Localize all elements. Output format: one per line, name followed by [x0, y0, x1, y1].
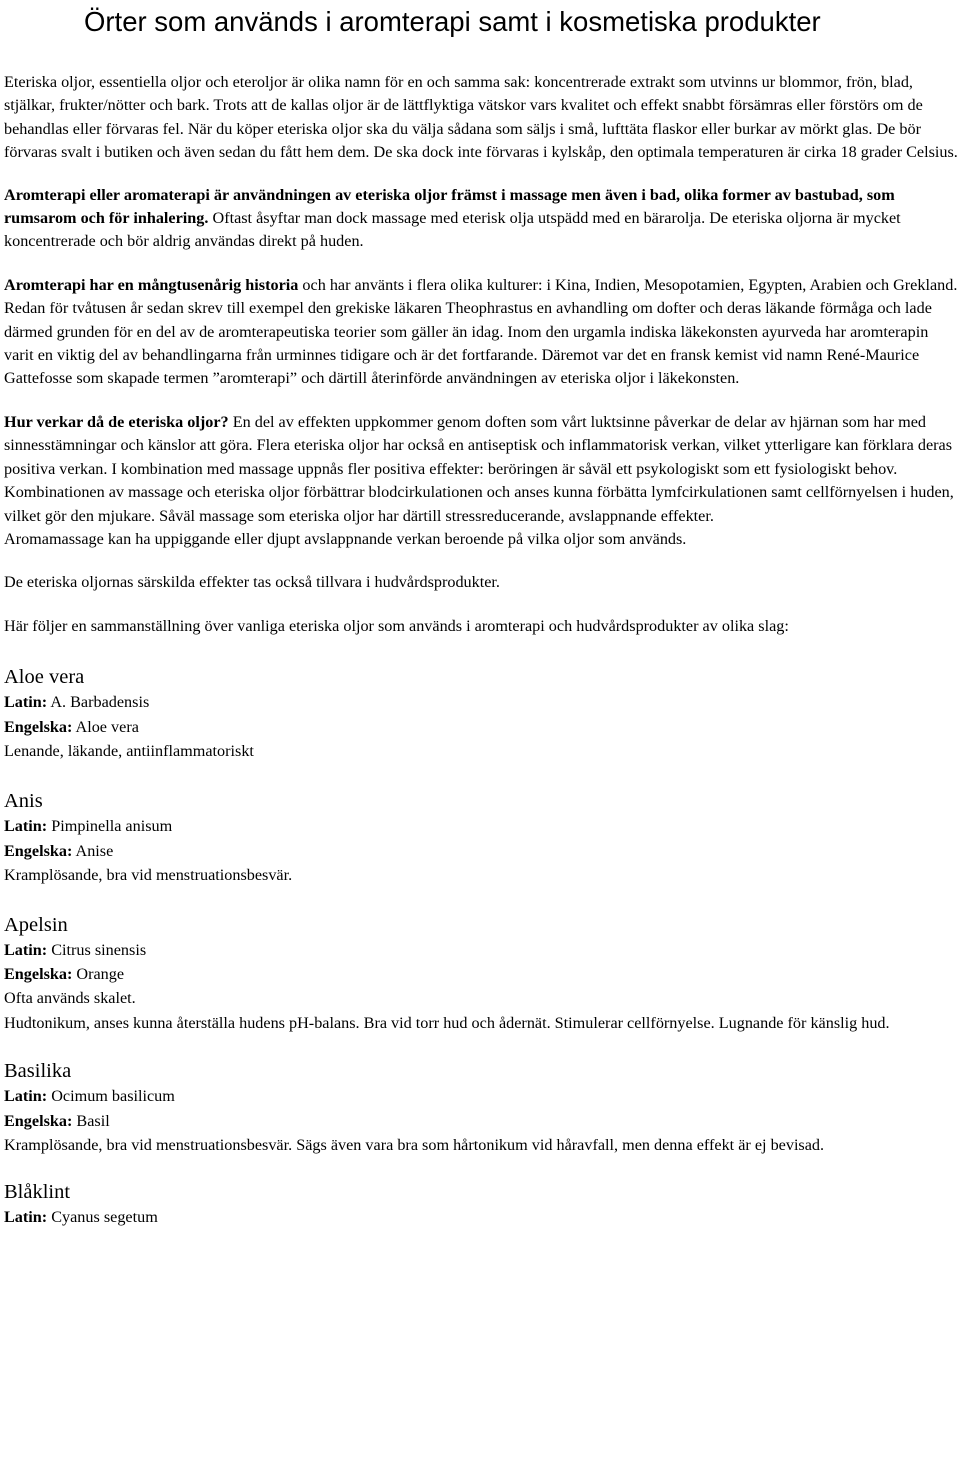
- latin-label: Latin:: [4, 1208, 48, 1227]
- herb-entry-apelsin: [4, 912, 960, 1036]
- herb-english-line: [4, 715, 960, 739]
- herb-note: Ofta används skalet.: [4, 989, 136, 1008]
- herb-english-line: [4, 1109, 960, 1133]
- herb-note: Kramplösande, bra vid menstruationsbesvär. Sägs även vara bra som hårtonikum vid håravfall, men denna effekt är ej bevisad.: [4, 1136, 825, 1154]
- page-title: Örter som används i aromterapi samt i kosmetiska produkter: [84, 6, 821, 37]
- herb-english-line: [4, 962, 960, 986]
- latin-label: Latin:: [4, 1087, 48, 1106]
- herb-english-value: Anise: [72, 841, 114, 860]
- herb-name: Apelsin: [4, 913, 68, 936]
- english-label: Engelska:: [4, 964, 73, 983]
- paragraph-body: och har använts i flera olika kulturer: i Kina, Indien, Mesopotamien, Egypten, Arabien och Grekland. Redan för tvåtusen år sedan skrev till exempel den grekiske läkaren Theophrastus en avhandling om dofter och deras läkande förmåga och lade därmed grunden för en del av de aromterapeutiska teorier som gäller än idag. Inom den urgamla indiska läkekonsten ayurveda har aromterapin varit en viktig del av behandlingarna från urminnes tidigare och är det fortfarande. Däremot var det en fransk kemist vid namn René-Maurice Gattefosse som skapade termen ”aromterapi” och därtill återinförde användningen av eteriska oljor i läkekonsten.: [4, 275, 958, 388]
- aromatherapy-definition-paragraph: [4, 184, 960, 254]
- herb-latin-line: [4, 690, 960, 714]
- latin-label: Latin:: [4, 693, 48, 712]
- skincare-paragraph: De eteriska oljornas särskilda effekter tas också tillvara i hudvårdsprodukter.: [4, 573, 500, 592]
- document-page: [4, 0, 960, 1230]
- herb-latin-value: Citrus sinensis: [47, 940, 147, 959]
- paragraph-lead: Aromterapi har en mångtusenårig historia: [4, 275, 299, 294]
- paragraph-body: Oftast åsyftar man dock massage med eterisk olja utspädd med en bärarolja. De eteriska oljorna är mycket koncentrerade och bör aldrig användas direkt på huden.: [4, 209, 901, 251]
- history-paragraph: [4, 274, 960, 391]
- paragraph-body: En del av effekten uppkommer genom doften som vårt luktsinne påverkar de delar av hjärnan som har med sinnesstämningar och känslor att göra. Flera eteriska oljor har också en antiseptisk och inflammatorisk verkan, vilket ytterligare kan förklara deras positiva verkan. I kombination med massage uppnås fler positiva effekter: beröringen är såväl ett psykologiskt som ett fysiologiskt behov. Kombinationen av massage och eteriska oljor förbättrar blodcirkulationen och anses kunna förbätta lymfcirkulationen samt cellförnyelsen i huden, vilket gör den mjukare. Såväl massage som eteriska oljor har därtill stressreducerande, avslappnande effekter.: [4, 412, 954, 525]
- herb-latin-line: [4, 1205, 960, 1229]
- herb-latin-line: [4, 938, 960, 962]
- herb-english-value: Orange: [72, 964, 125, 983]
- herb-latin-value: A. Barbadensis: [47, 693, 150, 712]
- herb-english-value: Aloe vera: [72, 717, 139, 736]
- herb-entry-basilika: [4, 1058, 960, 1157]
- herb-entry-blaklint: [4, 1179, 960, 1229]
- herb-name: Aloe vera: [4, 666, 85, 689]
- herb-name: Anis: [4, 790, 43, 813]
- list-intro-paragraph: Här följer en sammanställning över vanliga eteriska oljor som används i aromterapi och hudvårdsprodukter av olika slag:: [4, 616, 789, 635]
- herb-note: Lenande, läkande, antiinflammatoriskt: [4, 741, 254, 760]
- paragraph-lead: Hur verkar då de eteriska oljor?: [4, 412, 229, 431]
- herb-english-value: Basil: [72, 1111, 110, 1130]
- herb-name: Blåklint: [4, 1181, 71, 1204]
- english-label: Engelska:: [4, 841, 73, 860]
- paragraph-lead: Aromterapi eller aromaterapi är användningen av eteriska oljor främst i massage men även i bad, olika former av bastubad, som rumsarom och för inhalering.: [4, 185, 895, 228]
- herb-name: Basilika: [4, 1060, 72, 1083]
- herb-note: Kramplösande, bra vid menstruationsbesvär.: [4, 866, 293, 885]
- latin-label: Latin:: [4, 940, 48, 959]
- aromamassage-paragraph: Aromamassage kan ha uppiggande eller djupt avslappnande verkan beroende på vilka oljor som används.: [4, 529, 687, 548]
- herb-latin-value: Pimpinella anisum: [47, 817, 173, 836]
- herb-latin-value: Ocimum basilicum: [47, 1087, 175, 1106]
- english-label: Engelska:: [4, 1111, 73, 1130]
- intro-paragraph: Eteriska oljor, essentiella oljor och eteroljor är olika namn för en och samma sak: koncentrerade extrakt som utvinns ur blommor, frön, blad, stjälkar, frukter/nötter och bark. Trots att de kallas oljor är de lättflyktiga vätskor vars kvalitet och effekt snabbt försämras eller förstörs om de behandlas eller förvaras fel. När du köper eteriska oljor ska du välja sådana som säljs i små, lufttäta flaskor eller burkar av mörkt glas. De bör förvaras svalt i butiken och även sedan du fått hem dem. De ska dock inte förvaras i kylskåp, den optimala temperaturen är cirka 18 grader Celsius.: [4, 73, 958, 162]
- herb-latin-line: [4, 1084, 960, 1108]
- english-label: Engelska:: [4, 717, 73, 736]
- herb-entry-anis: [4, 788, 960, 887]
- herb-latin-value: Cyanus segetum: [47, 1208, 158, 1227]
- herb-entry-aloe-vera: [4, 664, 960, 763]
- latin-label: Latin:: [4, 817, 48, 836]
- how-it-works-paragraph: [4, 411, 960, 528]
- herb-latin-line: [4, 814, 960, 838]
- herb-note: Hudtonikum, anses kunna återställa hudens pH-balans. Bra vid torr hud och ådernät. Stimulerar cellförnyelse. Lugnande för känslig hud.: [4, 1013, 890, 1032]
- herb-english-line: [4, 839, 960, 863]
